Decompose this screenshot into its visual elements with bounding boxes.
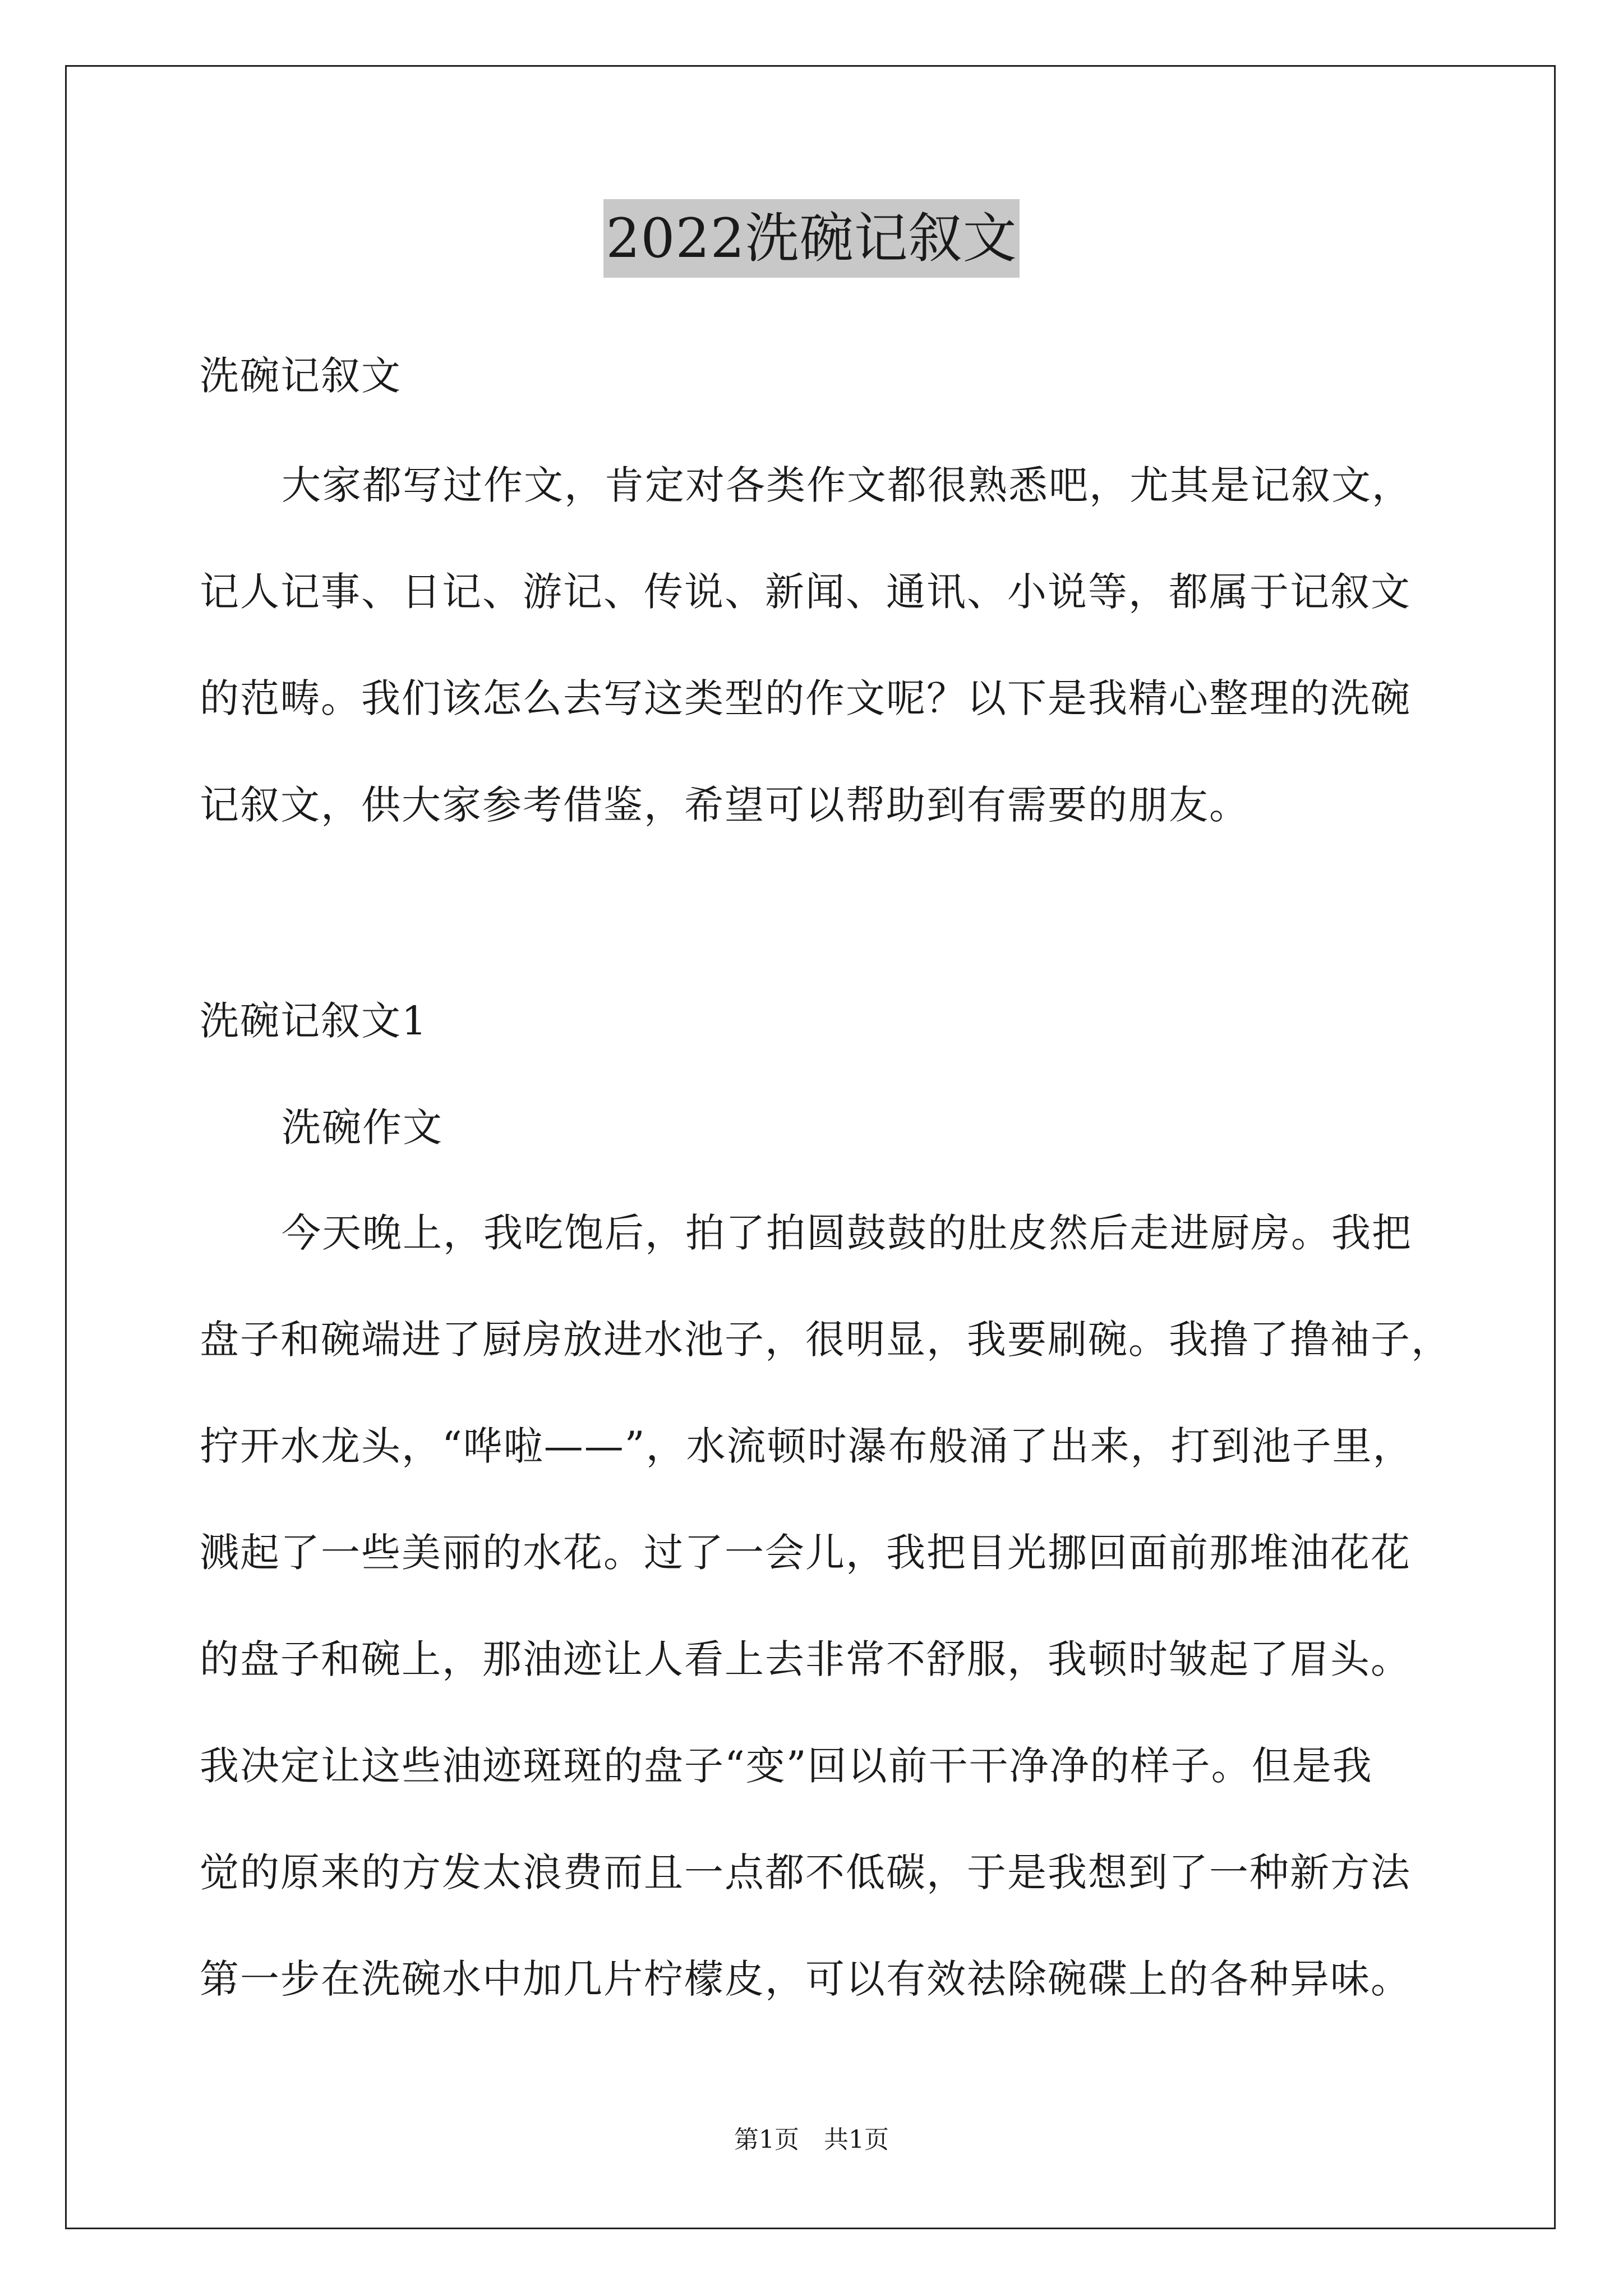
body-line: 我决定让这些油迹斑斑的盘子“变”回以前干干净净的样子。但是我	[200, 1743, 1373, 1789]
intro-line: 大家都写过作文，肯定对各类作文都很熟悉吧，尤其是记叙文，	[282, 462, 1412, 508]
section-heading: 洗碗记叙文1	[200, 998, 428, 1044]
subheading: 洗碗作文	[282, 1105, 443, 1151]
body-line: 今天晚上，我吃饱后，拍了拍圆鼓鼓的肚皮然后走进厨房。我把	[282, 1210, 1412, 1256]
body-line: 觉的原来的方发太浪费而且一点都不低碳，于是我想到了一种新方法	[200, 1849, 1411, 1895]
document-title: 2022洗碗记叙文	[603, 199, 1019, 278]
intro-line: 的范畴。我们该怎么去写这类型的作文呢？以下是我精心整理的洗碗	[200, 675, 1411, 721]
body-line: 盘子和碗端进了厨房放进水池子，很明显，我要刷碗。我撸了撸袖子，	[200, 1317, 1451, 1363]
body-line: 第一步在洗碗水中加几片柠檬皮，可以有效祛除碗碟上的各种异味。	[200, 1956, 1411, 2002]
body-line: 溅起了一些美丽的水花。过了一会儿，我把目光挪回面前那堆油花花	[200, 1530, 1411, 1576]
page-footer: 第1页 共1页	[734, 2125, 889, 2154]
body-line: 拧开水龙头，“哗啦——”，水流顿时瀑布般涌了出来，打到池子里，	[200, 1423, 1413, 1469]
title-container	[0, 199, 1623, 278]
section-heading: 洗碗记叙文	[200, 353, 402, 399]
body-line: 的盘子和碗上，那油迹让人看上去非常不舒服，我顿时皱起了眉头。	[200, 1636, 1411, 1682]
intro-line: 记人记事、日记、游记、传说、新闻、通讯、小说等，都属于记叙文	[200, 569, 1411, 615]
intro-line: 记叙文，供大家参考借鉴，希望可以帮助到有需要的朋友。	[200, 782, 1249, 828]
